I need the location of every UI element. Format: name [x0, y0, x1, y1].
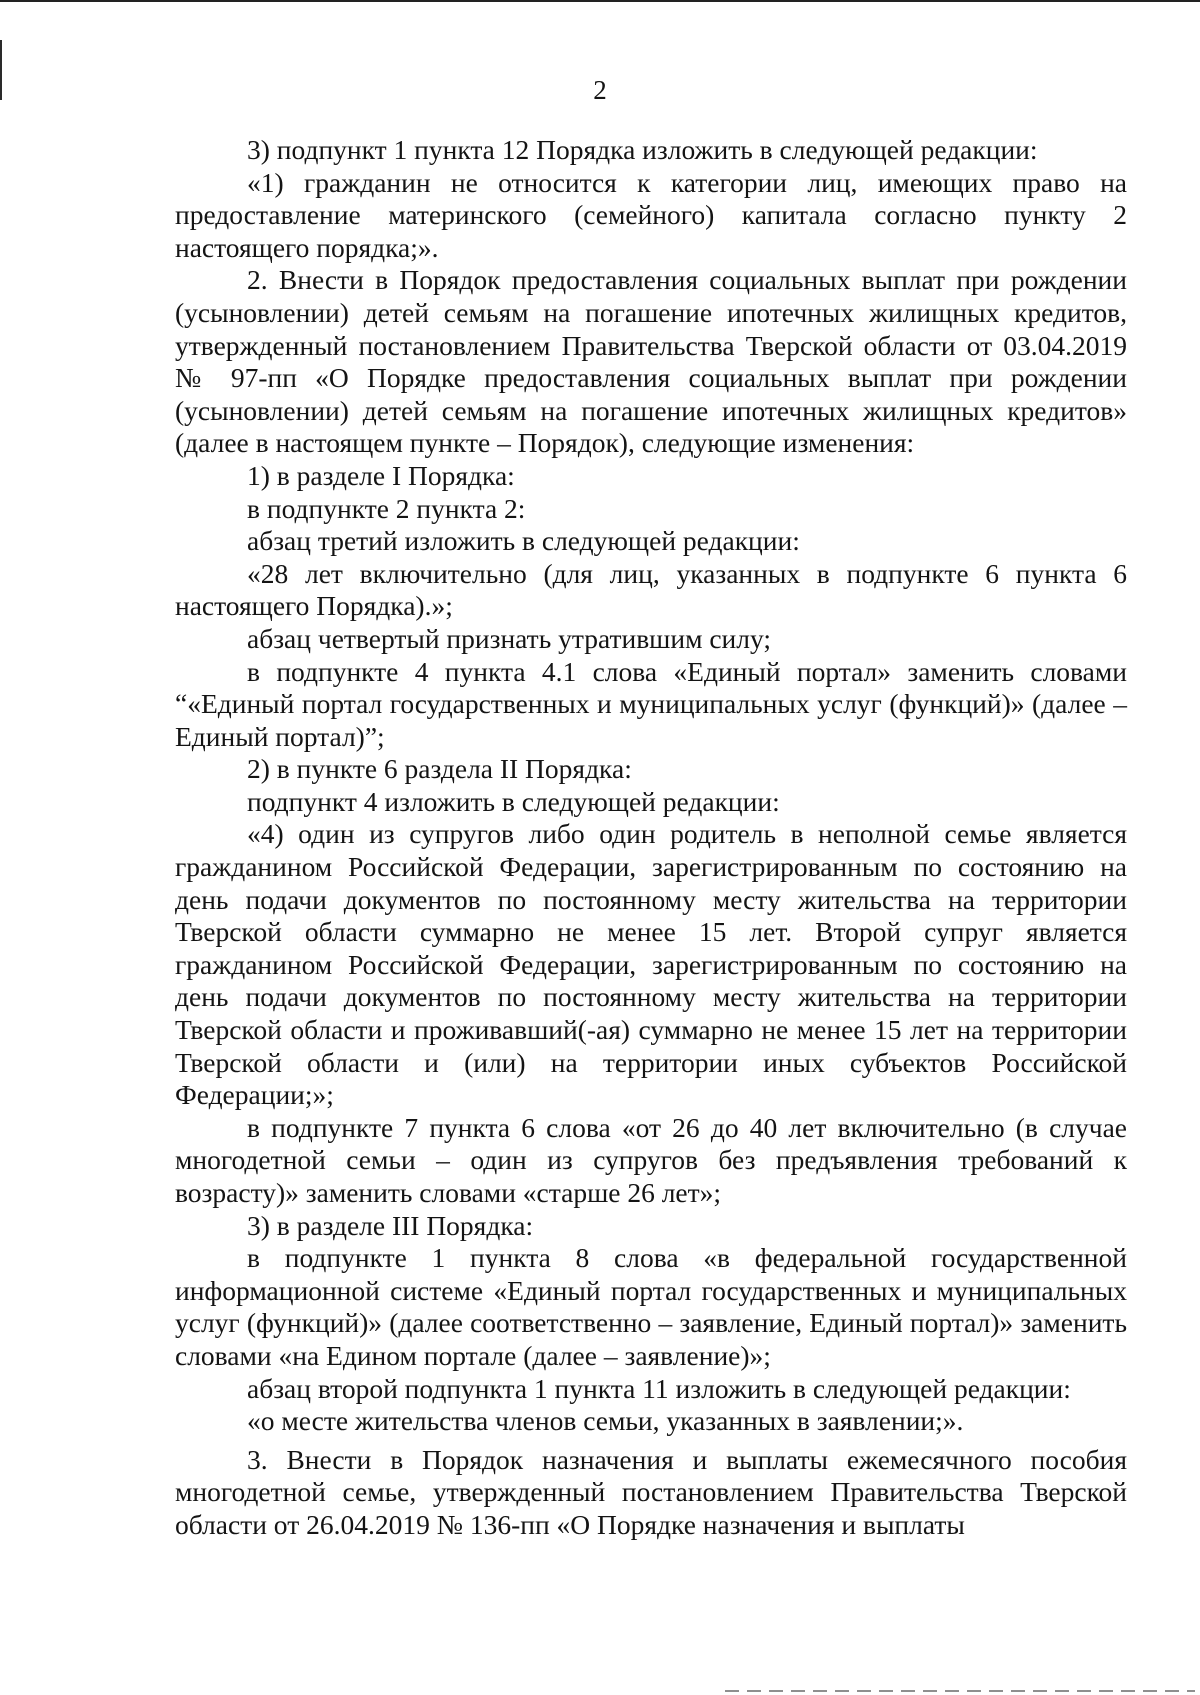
- paragraph: 1) в разделе I Порядка:: [247, 459, 515, 491]
- paragraph: абзац четвертый признать утратившим силу;: [247, 622, 772, 654]
- paragraph: в подпункте 7 пункта 6 слова «от 26 до 40 лет включительно (в случае многодетной семьи – один из супругов без предъявления требований к возрасту)» заменить словами «старше 26 лет»;: [175, 1111, 1127, 1208]
- paragraph: «о месте жительства членов семьи, указанных в заявлении;».: [247, 1405, 964, 1437]
- paragraph: 3) подпункт 1 пункта 12 Порядка изложить в следующей редакции:: [247, 134, 1038, 165]
- document-body: [175, 134, 1127, 1542]
- paragraph: в подпункте 1 пункта 8 слова «в федеральной государственной информационной системе «Единый портал государственных и муниципальных услуг (функций)» (далее соответственно – заявление, Единый портал)» заменить словами «на Едином портале (далее – заявление)»;: [175, 1242, 1127, 1371]
- paragraph: абзац третий изложить в следующей редакции:: [247, 525, 800, 557]
- paragraph: «1) гражданин не относится к категории лиц, имеющих право на предоставление материнского (семейного) капитала согласно пункту 2 настоящего порядка;».: [175, 166, 1127, 263]
- paragraph: «28 лет включительно (для лиц, указанных в подпункте 6 пункта 6 настоящего Порядка).»;: [175, 557, 1127, 622]
- paragraph: 2. Внести в Порядок предоставления социальных выплат при рождении (усыновлении) детей семьям на погашение ипотечных жилищных кредитов, утвержденный постановлением Правительства Тверской области от 03.04.2019 № 97-пп «О Порядке предоставления социальных выплат при рождении (усыновлении) детей семьям на погашение ипотечных жилищных кредитов» (далее в настоящем пункте – Порядок), следующие изменения:: [175, 264, 1127, 459]
- scan-top-edge: [0, 0, 1200, 2]
- page-number: 2: [593, 75, 607, 105]
- paragraph: подпункт 4 изложить в следующей редакции:: [247, 785, 780, 817]
- paragraph: в подпункте 4 пункта 4.1 слова «Единый портал» заменить словами “«Единый портал государственных и муниципальных услуг (функций)» (далее – Единый портал)”;: [175, 655, 1127, 752]
- paragraph: абзац второй подпункта 1 пункта 11 изложить в следующей редакции:: [247, 1372, 1071, 1404]
- paragraph: 3) в разделе III Порядка:: [247, 1209, 534, 1241]
- paragraph: 2) в пункте 6 раздела II Порядка:: [247, 753, 632, 785]
- paragraph: «4) один из супругов либо один родитель в неполной семье является гражданином Российской Федерации, зарегистрированным по состоянию на день подачи документов по постоянному месту жительства на территории Тверской области суммарно не менее 15 лет. Второй супруг является гражданином Российской Федерации, зарегистрированным по состоянию на день подачи документов по постоянному месту жительства на территории Тверской области и проживавший(-ая) суммарно не менее 15 лет на территории Тверской области и (или) на территории иных субъектов Российской Федерации;»;: [175, 818, 1127, 1111]
- scan-bottom-edge: [725, 1690, 1195, 1692]
- paragraph: 3. Внести в Порядок назначения и выплаты ежемесячного пособия многодетной семье, утвержденный постановлением Правительства Тверской области от 26.04.2019 № 136-пп «О Порядке назначения и выплаты: [175, 1443, 1127, 1540]
- paragraph: в подпункте 2 пункта 2:: [247, 492, 526, 524]
